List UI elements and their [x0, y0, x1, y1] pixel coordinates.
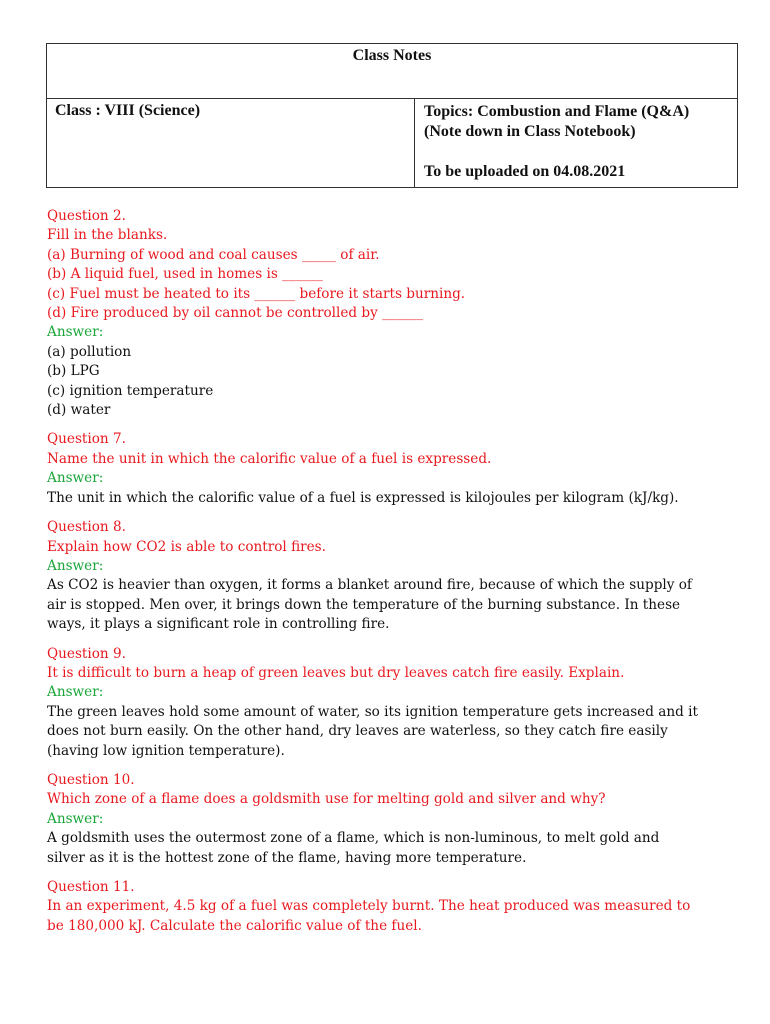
- question-text: (a) Burning of wood and coal causes _____ of air.: [47, 246, 380, 263]
- class-notes-header-table: [46, 43, 738, 188]
- question-text: Name the unit in which the calorific value of a fuel is expressed.: [47, 450, 492, 467]
- topic-line-2: (Note down in Class Notebook): [424, 123, 636, 140]
- qa-content: [47, 207, 737, 946]
- question-text: (b) A liquid fuel, used in homes is ______: [47, 266, 323, 283]
- topic-cell: [415, 99, 738, 188]
- answer-label: Answer:: [47, 684, 104, 701]
- answer-text: (c) ignition temperature: [47, 382, 214, 399]
- answer-text: does not burn easily. On the other hand, dry leaves are waterless, so they catch fire easily: [47, 723, 668, 740]
- question-label: Question 2.: [47, 208, 126, 224]
- question-text: (c) Fuel must be heated to its ______ before it starts burning.: [47, 285, 466, 302]
- question-block: [47, 878, 737, 936]
- answer-text: (b) LPG: [47, 363, 100, 380]
- topic-line-1: Topics: Combustion and Flame (Q&A): [424, 103, 690, 120]
- upload-date: To be uploaded on 04.08.2021: [424, 163, 626, 180]
- question-text: In an experiment, 4.5 kg of a fuel was completely burnt. The heat produced was measured to: [47, 898, 691, 915]
- answer-text: As CO2 is heavier than oxygen, it forms a blanket around fire, because of which the supply of: [47, 577, 692, 594]
- question-label: Question 10.: [47, 771, 135, 788]
- answer-label: Answer:: [47, 470, 104, 487]
- answer-text: (a) pollution: [47, 343, 132, 360]
- answer-label: Answer:: [47, 324, 104, 341]
- question-text: It is difficult to burn a heap of green leaves but dry leaves catch fire easily. Explain.: [47, 664, 625, 681]
- question-block: [47, 771, 737, 868]
- question-block: [47, 207, 737, 420]
- answer-label: Answer:: [47, 557, 104, 574]
- class-label: Class : VIII (Science): [47, 99, 415, 188]
- question-label: Question 11.: [47, 879, 135, 895]
- answer-text: silver as it is the hottest zone of the flame, having more temperature.: [47, 849, 527, 866]
- question-text: be 180,000 kJ. Calculate the calorific value of the fuel.: [47, 917, 422, 934]
- answer-text: ways, it plays a significant role in controlling fire.: [47, 616, 390, 633]
- question-label: Question 9.: [47, 645, 126, 662]
- answer-label: Answer:: [47, 810, 104, 827]
- question-label: Question 7.: [47, 431, 126, 448]
- question-text: Which zone of a flame does a goldsmith use for melting gold and silver and why?: [47, 791, 606, 808]
- question-block: [47, 645, 737, 761]
- answer-text: The green leaves hold some amount of water, so its ignition temperature gets increased and it: [47, 703, 698, 720]
- question-label: Question 8.: [47, 519, 126, 536]
- answer-text: air is stopped. Men over, it brings down the temperature of the burning substance. In these: [47, 596, 681, 613]
- question-block: [47, 430, 737, 508]
- header-title: Class Notes: [47, 44, 738, 99]
- answer-text: The unit in which the calorific value of a fuel is expressed is kilojoules per kilogram (kJ/kg).: [47, 489, 679, 506]
- answer-text: (d) water: [47, 402, 111, 419]
- answer-text: A goldsmith uses the outermost zone of a flame, which is non-luminous, to melt gold and: [47, 830, 660, 847]
- answer-text: (having low ignition temperature).: [47, 742, 285, 759]
- question-text: Explain how CO2 is able to control fires.: [47, 538, 326, 555]
- question-text: (d) Fire produced by oil cannot be controlled by ______: [47, 305, 423, 322]
- question-text: Fill in the blanks.: [47, 227, 168, 244]
- question-block: [47, 518, 737, 634]
